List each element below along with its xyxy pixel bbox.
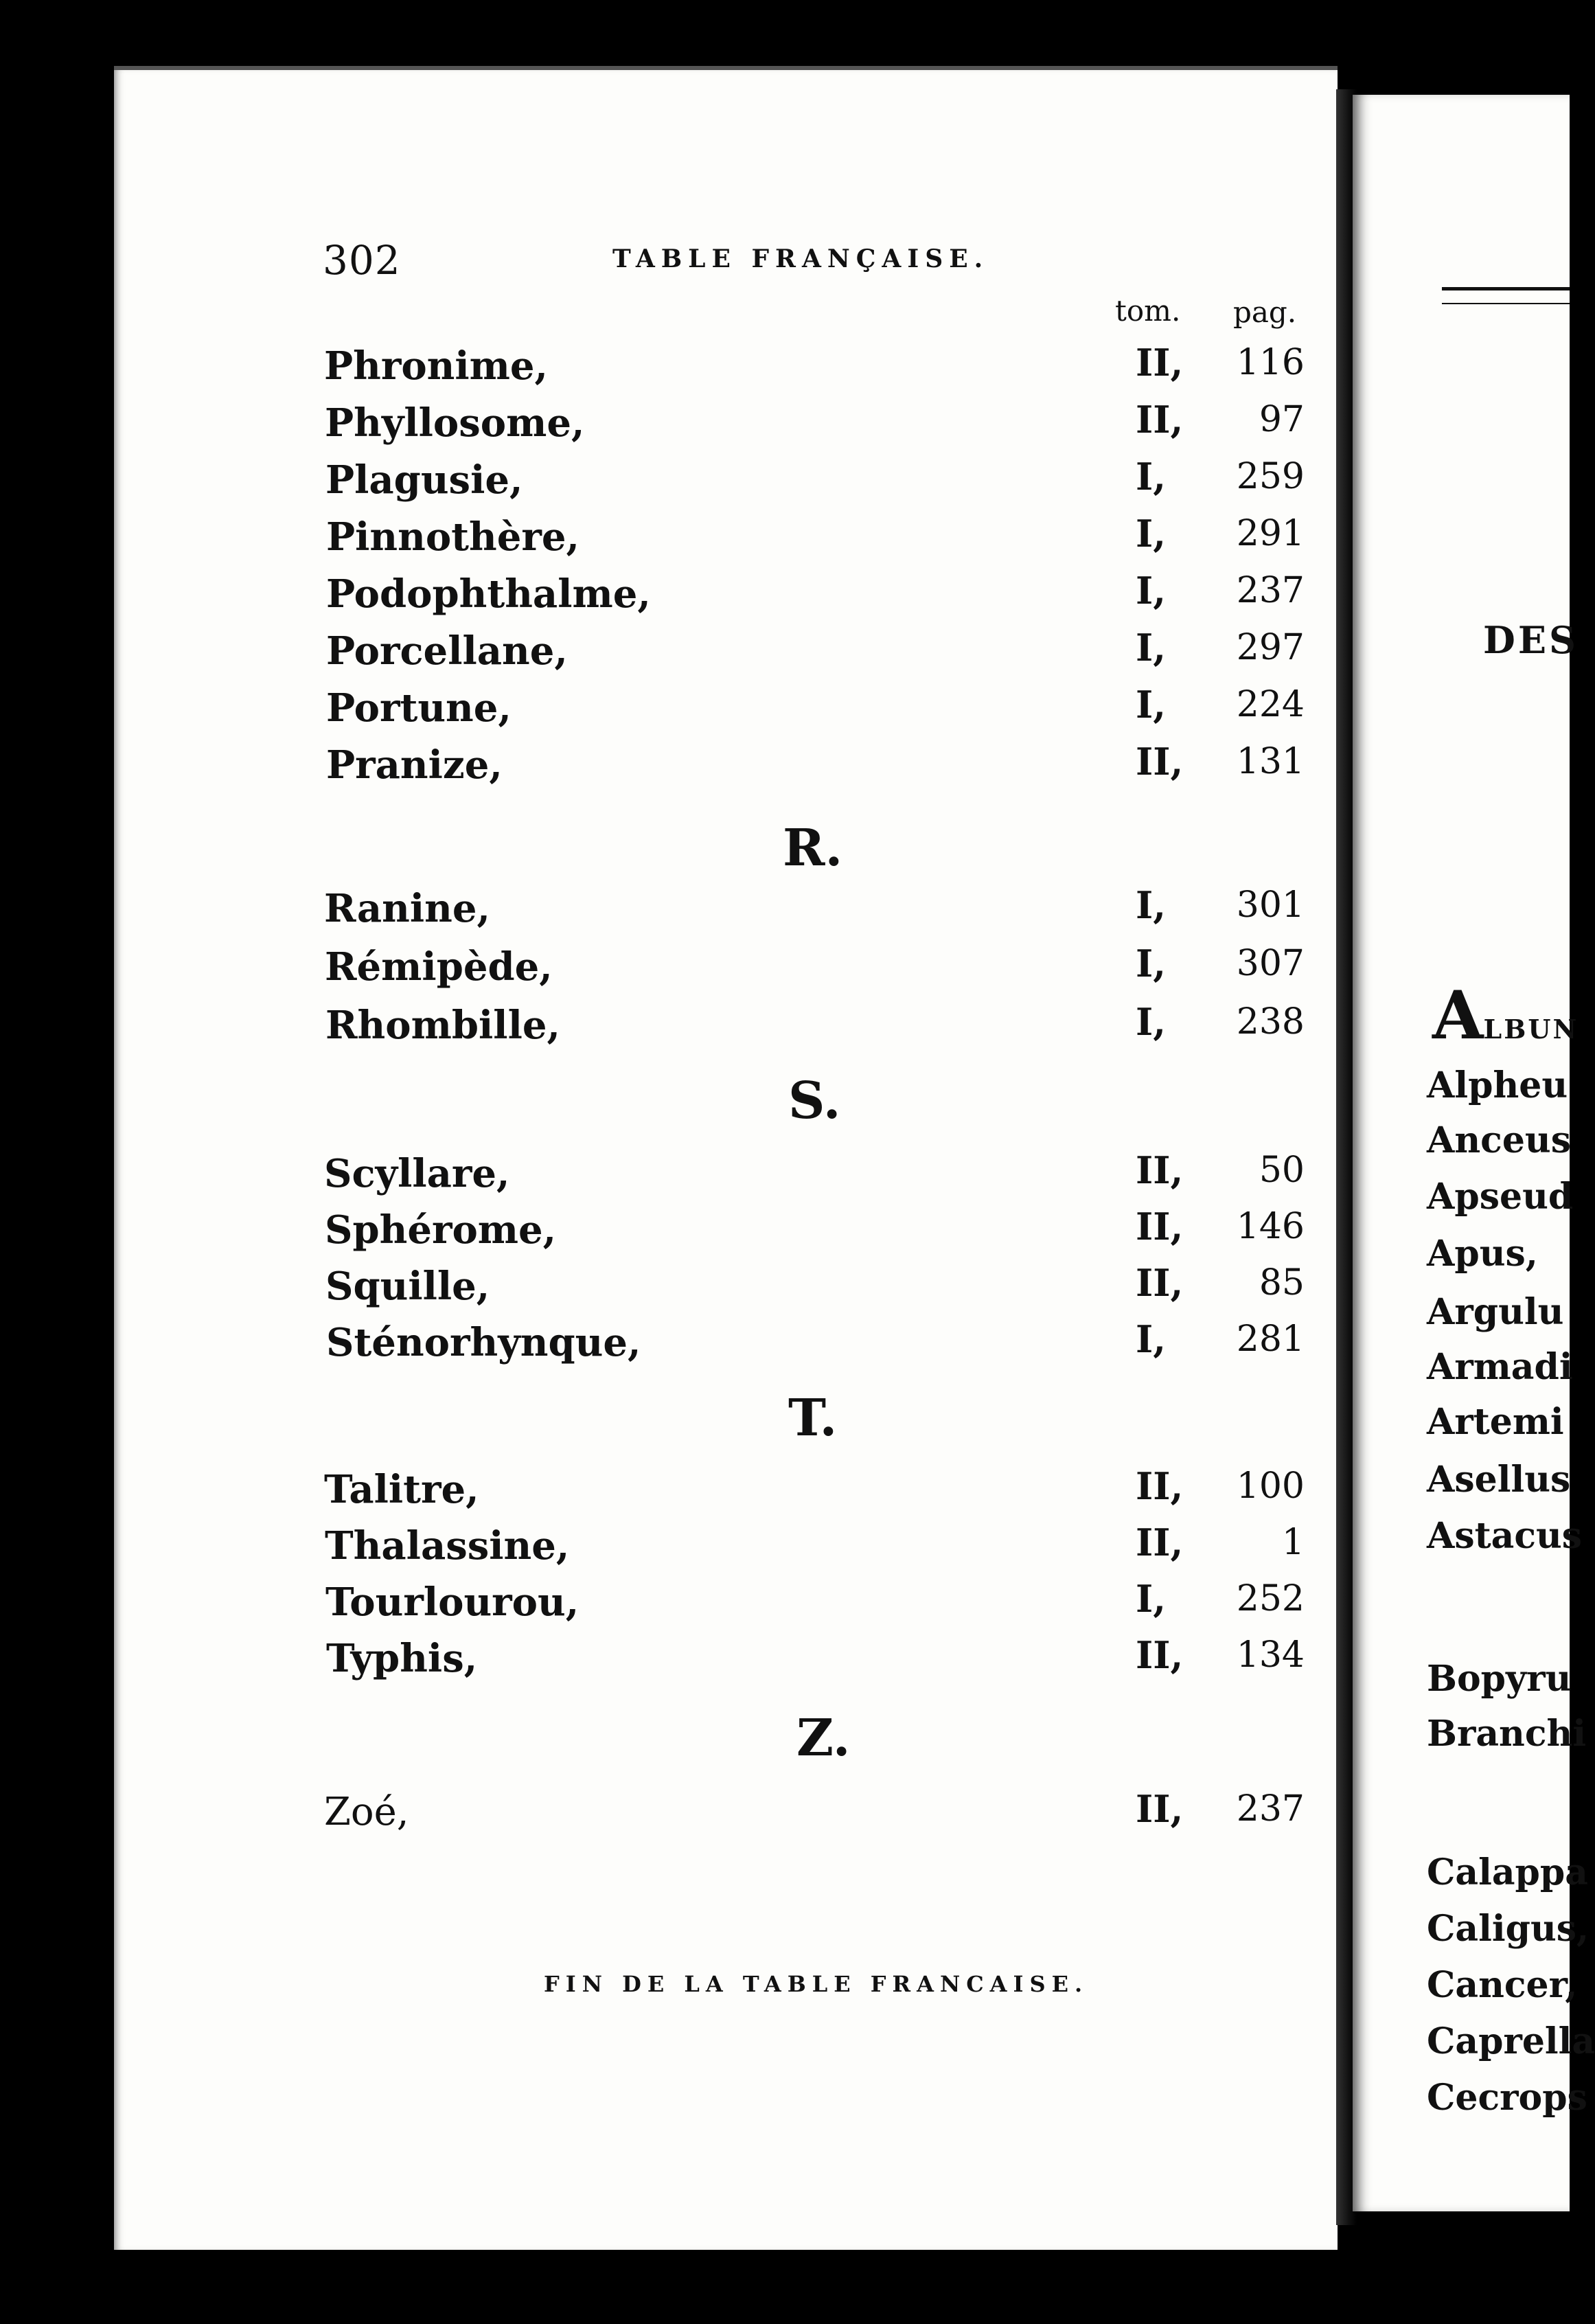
- entry-name: Porcellane,: [326, 628, 568, 674]
- page-number: 302: [323, 237, 401, 284]
- entry-volume: I,: [1136, 1000, 1167, 1044]
- right-entry: Caligus,: [1427, 1908, 1590, 1950]
- right-entry: Cecrops: [1427, 2077, 1587, 2119]
- entry-page: 224: [1236, 684, 1305, 725]
- entry-page: 237: [1236, 1788, 1305, 1830]
- right-entry: Calappa: [1427, 1852, 1588, 1893]
- entry-name: Scyllare,: [324, 1151, 510, 1196]
- entry-volume: I,: [1136, 1317, 1167, 1361]
- entry-volume: II,: [1136, 1148, 1184, 1192]
- entry-page: 116: [1236, 342, 1305, 383]
- right-entry: Caprella: [1427, 2020, 1595, 2062]
- entry-name: Phyllosome,: [325, 400, 585, 446]
- entry-page: 237: [1236, 570, 1305, 611]
- entry-page: 252: [1236, 1578, 1305, 1619]
- right-entry: Apseud: [1427, 1176, 1574, 1218]
- entry-volume: I,: [1136, 883, 1167, 927]
- entry-volume: II,: [1136, 1520, 1184, 1564]
- right-entry: Argulu: [1427, 1291, 1564, 1333]
- right-entry: Astacus: [1427, 1515, 1583, 1557]
- right-entry: Asellus: [1427, 1459, 1571, 1501]
- entry-page: 100: [1236, 1466, 1305, 1507]
- entry-volume: I,: [1136, 569, 1167, 613]
- right-entry: Branchi: [1427, 1713, 1587, 1755]
- entry-volume: II,: [1136, 1261, 1184, 1305]
- entry-volume: II,: [1136, 398, 1184, 442]
- entry-name: Typhis,: [326, 1636, 478, 1681]
- entry-volume: II,: [1136, 1787, 1184, 1831]
- right-entry: Alpheu: [1427, 1064, 1568, 1106]
- entry-page: 97: [1259, 399, 1305, 440]
- entry-page: 134: [1236, 1634, 1305, 1676]
- entry-page: 301: [1236, 885, 1305, 926]
- end-of-table-footer: FIN DE LA TABLE FRANCAISE.: [544, 1971, 1089, 1997]
- entry-name: Portune,: [326, 685, 512, 731]
- right-entry: Artemi: [1427, 1401, 1564, 1443]
- running-head: TABLE FRANÇAISE.: [612, 244, 989, 273]
- right-entry: Armadi: [1427, 1346, 1573, 1388]
- entry-page: 131: [1236, 741, 1305, 782]
- entry-page: 1: [1281, 1522, 1305, 1563]
- entry-name: Pranize,: [326, 742, 503, 788]
- right-entry: Anceus: [1427, 1119, 1571, 1161]
- entry-volume: II,: [1136, 1633, 1184, 1677]
- entry-page: 281: [1236, 1319, 1305, 1360]
- entry-volume: II,: [1136, 1205, 1184, 1249]
- section-letter-s: S.: [788, 1071, 841, 1130]
- entry-name: Plagusie,: [325, 457, 523, 503]
- entry-name: Podophthalme,: [326, 571, 651, 617]
- section-letter-z: Z.: [796, 1709, 851, 1768]
- right-entry: Cancer,: [1427, 1964, 1578, 2006]
- entry-page: 238: [1236, 1001, 1305, 1043]
- entry-name: Tourlourou,: [325, 1580, 580, 1625]
- entry-volume: II,: [1136, 1464, 1184, 1508]
- right-first-entry: [1432, 977, 1579, 1054]
- entry-name: Phronime,: [324, 343, 549, 389]
- double-rule: [1442, 287, 1570, 304]
- entry-volume: I,: [1136, 942, 1167, 986]
- entry-name: Ranine,: [324, 886, 490, 931]
- right-title-fragment: DES: [1483, 618, 1579, 662]
- entry-name: Thalassine,: [325, 1523, 570, 1569]
- section-letter-r: R.: [783, 819, 843, 878]
- right-entry: Apus,: [1427, 1233, 1538, 1275]
- entry-page: 259: [1236, 456, 1305, 497]
- entry-page: 146: [1236, 1206, 1305, 1247]
- entry-page: 297: [1236, 627, 1305, 668]
- entry-volume: I,: [1136, 455, 1167, 499]
- entry-volume: II,: [1136, 740, 1184, 784]
- entry-volume: I,: [1136, 1577, 1167, 1621]
- entry-page: 50: [1259, 1150, 1305, 1191]
- entry-volume: II,: [1136, 341, 1184, 385]
- entry-name: Talitre,: [324, 1467, 479, 1512]
- small-caps-rest: LBUN: [1483, 1014, 1579, 1045]
- entry-volume: I,: [1136, 626, 1167, 670]
- entry-name: Pinnothère,: [326, 514, 580, 560]
- entry-name: Sphérome,: [325, 1207, 557, 1253]
- section-letter-t: T.: [788, 1389, 838, 1448]
- entry-name: Zoé,: [324, 1790, 409, 1834]
- entry-page: 291: [1236, 513, 1305, 554]
- entry-name: Rémipède,: [325, 944, 553, 990]
- entry-name: Sténorhynque,: [326, 1320, 641, 1365]
- entry-page: 307: [1236, 943, 1305, 984]
- col-header-pag: pag.: [1233, 295, 1297, 329]
- entry-page: 85: [1259, 1262, 1305, 1303]
- drop-initial: A: [1432, 977, 1484, 1054]
- entry-name: Squille,: [325, 1264, 490, 1309]
- col-header-tom: tom.: [1115, 294, 1181, 328]
- entry-name: Rhombille,: [325, 1003, 560, 1048]
- entry-volume: I,: [1136, 512, 1167, 556]
- right-entry: Bopyru: [1427, 1658, 1572, 1700]
- entry-volume: I,: [1136, 683, 1167, 727]
